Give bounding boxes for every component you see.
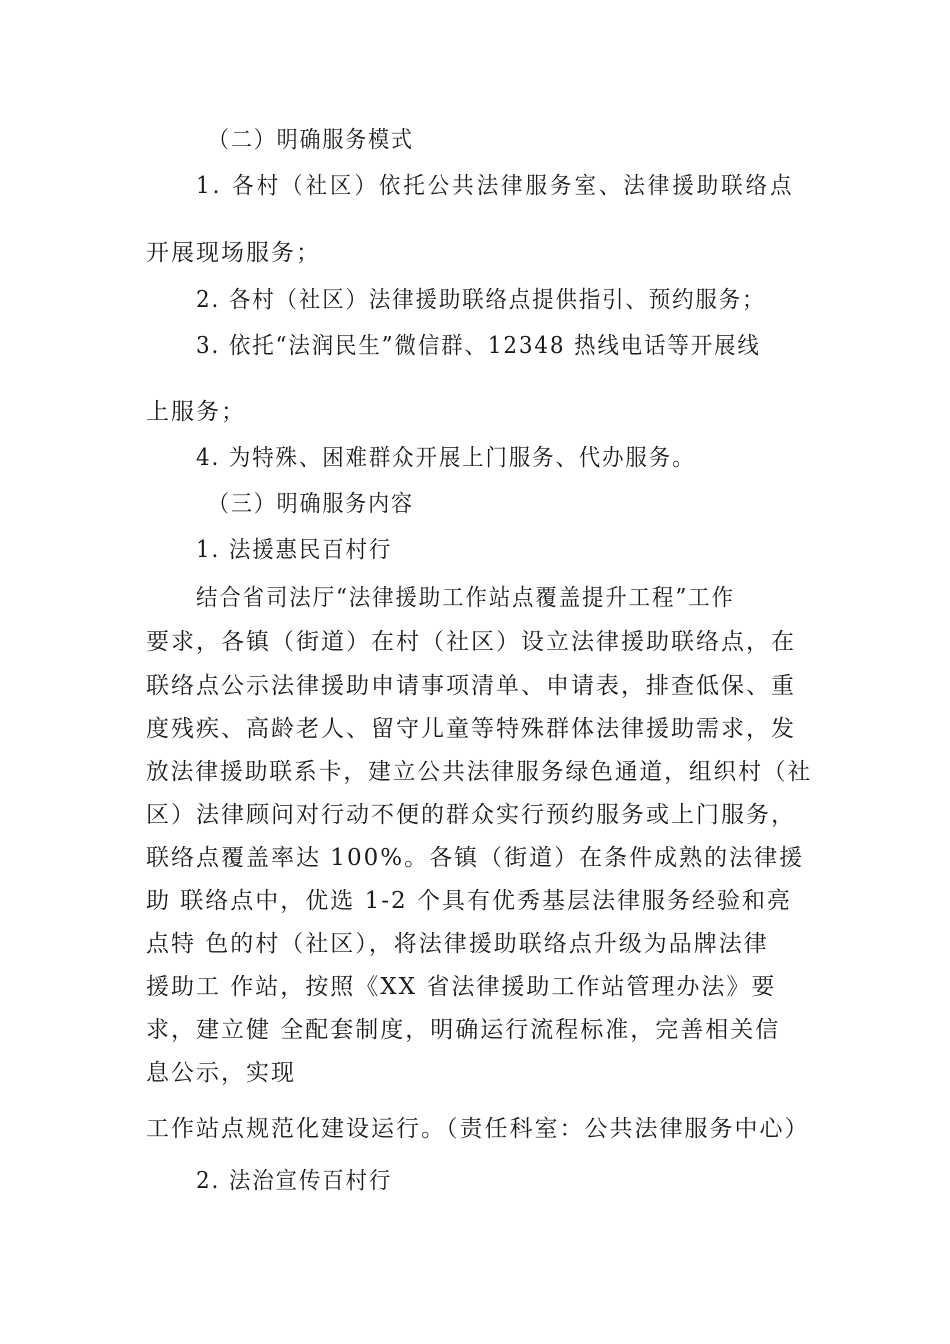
paragraph-line: 开展现场服务； bbox=[146, 240, 321, 266]
paragraph-line: 度残疾、高龄老人、留守儿童等特殊群体法律援助需求，发 bbox=[146, 716, 796, 742]
paragraph-line: 1. 各村（社区）依托公共法律服务室、法律援助联络点 bbox=[196, 173, 795, 199]
paragraph-line: 联络点覆盖率达 100%。各镇（街道）在条件成熟的法律援 bbox=[146, 845, 805, 871]
paragraph-line: 上服务； bbox=[146, 399, 246, 425]
paragraph-line: 点特 色的村（社区），将法律援助联络点升级为品牌法律 bbox=[146, 931, 769, 957]
subsection-heading: 2. 法治宣传百村行 bbox=[196, 1168, 393, 1194]
paragraph-line: 援助工 作站，按照《XX 省法律援助工作站管理办法》要 bbox=[146, 974, 777, 1000]
section-heading-2: （二）明确服务模式 bbox=[208, 127, 414, 153]
paragraph-line: 联络点公示法律援助申请事项清单、申请表，排查低保、重 bbox=[146, 673, 796, 699]
section-heading-3: （三）明确服务内容 bbox=[208, 491, 414, 517]
paragraph-line: 结合省司法厅“法律援助工作站点覆盖提升工程”工作 bbox=[196, 585, 735, 611]
paragraph-line: 3. 依托“法润民生”微信群、12348 热线电话等开展线 bbox=[196, 333, 761, 359]
subsection-heading: 1. 法援惠民百村行 bbox=[196, 537, 393, 563]
paragraph-line: 要求，各镇（街道）在村（社区）设立法律援助联络点，在 bbox=[146, 629, 796, 655]
paragraph-line: 工作站点规范化建设运行。（责任科室：公共法律服务中心） bbox=[146, 1116, 810, 1142]
paragraph-line: 4. 为特殊、困难群众开展上门服务、代办服务。 bbox=[196, 445, 696, 471]
paragraph-line: 放法律援助联系卡，建立公共法律服务绿色通道，组织村（社 bbox=[146, 759, 813, 785]
paragraph-line: 息公示，实现 bbox=[146, 1060, 296, 1086]
paragraph-line: 助 联络点中，优选 1-2 个具有优秀基层法律服务经验和亮 bbox=[146, 888, 792, 914]
paragraph-line: 区）法律顾问对行动不便的群众实行预约服务或上门服务， bbox=[146, 802, 796, 828]
paragraph-line: 求，建立健 全配套制度，明确运行流程标准，完善相关信 bbox=[146, 1017, 781, 1043]
paragraph-line: 2. 各村（社区）法律援助联络点提供指引、预约服务； bbox=[196, 287, 766, 313]
